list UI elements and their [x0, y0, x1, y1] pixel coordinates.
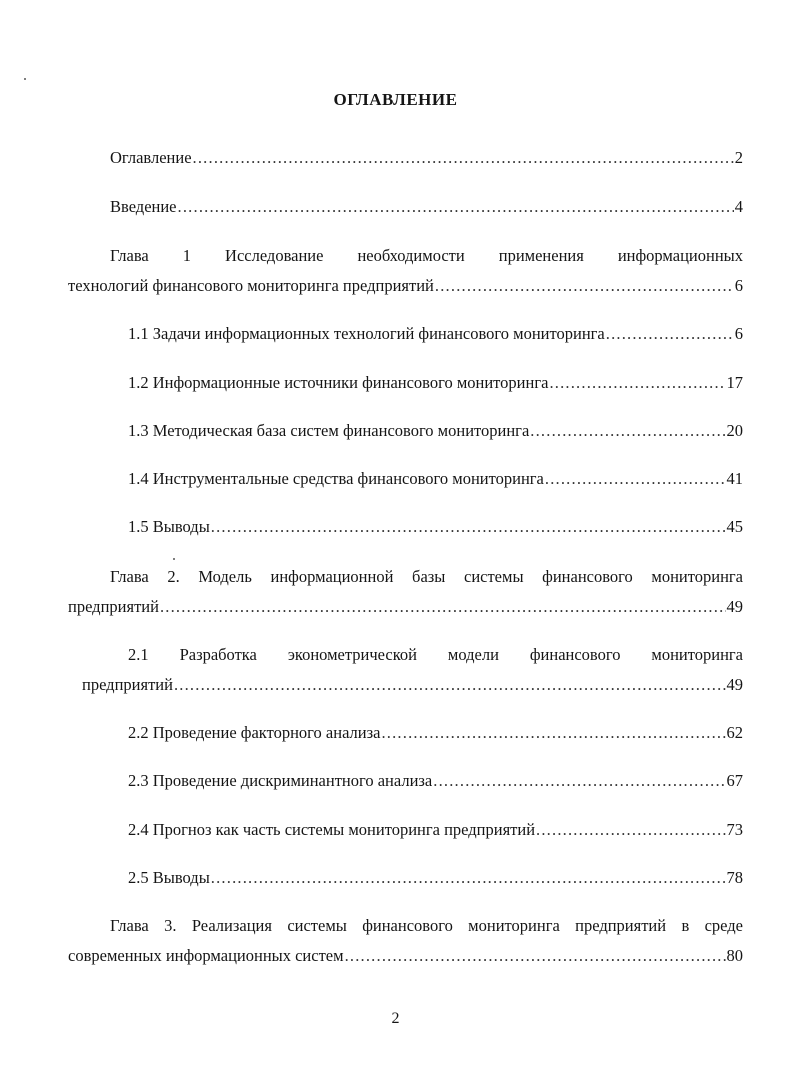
toc-entry-text: 1.3 Методическая база систем финансового мониторинга	[128, 421, 530, 440]
toc-entry-text-line2: современных информационных систем	[68, 946, 344, 965]
leader-dots	[536, 820, 725, 840]
toc-entry-contents[interactable]	[110, 148, 743, 168]
toc-entry-text-line2: предприятий	[82, 675, 173, 694]
toc-entry-text: 2.3 Проведение дискриминантного анализа	[128, 771, 433, 790]
toc-entry-text: 1.4 Инструментальные средства финансового мониторинга	[128, 469, 544, 488]
leader-dots	[606, 324, 734, 344]
toc-entry-section-2-4[interactable]	[128, 820, 743, 840]
toc-entry-text-line2: предприятий	[68, 597, 159, 616]
toc-entry-text: Оглавление	[110, 148, 192, 167]
toc-entry-page: 45	[726, 517, 743, 536]
toc-entry-section-1-4[interactable]	[128, 469, 743, 489]
scan-speck	[24, 78, 26, 80]
leader-dots	[211, 868, 726, 888]
leader-dots	[345, 946, 726, 966]
toc-entry-page: 6	[734, 276, 743, 295]
leader-dots	[549, 373, 725, 393]
toc-entry-page: 49	[726, 675, 743, 694]
toc-entry-text: 2.2 Проведение факторного анализа	[128, 723, 381, 742]
toc-entry-section-1-1[interactable]	[128, 324, 743, 344]
leader-dots	[530, 421, 725, 441]
toc-entry-text: 2.4 Прогноз как часть системы мониторинга предприятий	[128, 820, 536, 839]
toc-entry-page: 62	[726, 723, 743, 742]
toc-entry-page: 4	[734, 197, 743, 216]
toc-entry-section-2-5[interactable]	[128, 868, 743, 888]
toc-entry-text-line2: технологий финансового мониторинга предприятий	[68, 276, 434, 295]
toc-entry-text: 1.5 Выводы	[128, 517, 210, 536]
toc-entry-page: 6	[734, 324, 743, 343]
scan-speck	[173, 558, 175, 560]
toc-entry-page: 78	[726, 868, 743, 887]
toc-entry-section-2-1[interactable]	[82, 645, 743, 695]
toc-entry-page: 20	[726, 421, 743, 440]
toc-entry-page: 17	[726, 373, 743, 392]
toc-entry-text-line1: Глава 3. Реализация системы финансового мониторинга предприятий в среде	[110, 916, 743, 935]
toc-entry-text-line1: 2.1 Разработка эконометрической модели финансового мониторинга	[128, 645, 743, 664]
leader-dots	[160, 597, 726, 617]
toc-entry-page: 41	[726, 469, 743, 488]
leader-dots	[211, 517, 726, 537]
toc-entry-text: Введение	[110, 197, 177, 216]
toc-entry-section-1-5[interactable]	[128, 517, 743, 537]
leader-dots	[435, 276, 734, 296]
toc-entry-chapter-1[interactable]	[68, 246, 743, 296]
toc-entry-page: 80	[726, 946, 743, 965]
page-number: 2	[391, 1010, 400, 1027]
leader-dots	[178, 197, 734, 217]
toc-entry-introduction[interactable]	[110, 197, 743, 217]
toc-title: ОГЛАВЛЕНИЕ	[333, 90, 458, 109]
leader-dots	[381, 723, 725, 743]
leader-dots	[193, 148, 734, 168]
toc-entry-text-line1: Глава 1 Исследование необходимости применения информационных	[110, 246, 743, 265]
toc-entry-section-2-3[interactable]	[128, 771, 743, 791]
toc-entry-text: 1.1 Задачи информационных технологий финансового мониторинга	[128, 324, 605, 343]
toc-entry-text: 1.2 Информационные источники финансового мониторинга	[128, 373, 549, 392]
toc-entry-text-line1: Глава 2. Модель информационной базы системы финансового мониторинга	[110, 567, 743, 586]
leader-dots	[174, 675, 726, 695]
toc-entry-section-2-2[interactable]	[128, 723, 743, 743]
toc-entry-chapter-3[interactable]	[68, 916, 743, 966]
toc-entry-page: 73	[726, 820, 743, 839]
toc-entry-page: 2	[734, 148, 743, 167]
toc-entry-chapter-2[interactable]	[68, 567, 743, 617]
leader-dots	[433, 771, 725, 791]
toc-entry-section-1-3[interactable]	[128, 421, 743, 441]
toc-entry-text: 2.5 Выводы	[128, 868, 210, 887]
toc-entry-page: 49	[726, 597, 743, 616]
leader-dots	[545, 469, 726, 489]
toc-entry-page: 67	[726, 771, 743, 790]
toc-entry-section-1-2[interactable]	[128, 373, 743, 393]
